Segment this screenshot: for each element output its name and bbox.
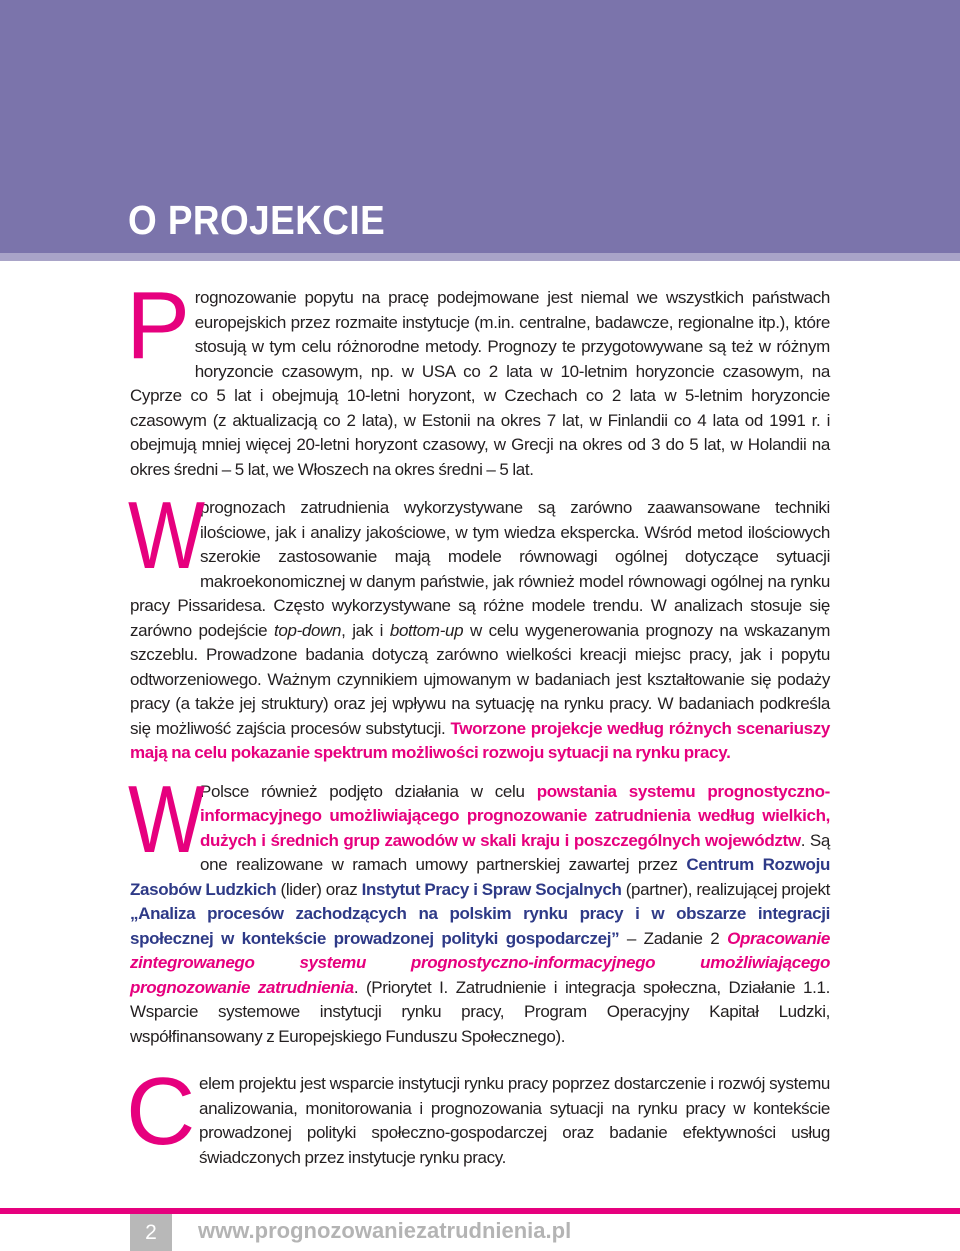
paragraph-text: (lider) oraz xyxy=(276,879,362,899)
header-divider xyxy=(0,253,960,261)
paragraph-text: rognozowanie popytu na pracę podejmowane jest niemal we wszystkich państwach europejskich przez rozmaite instytucje (m.in. centralne, badawcze, regionalne itp.), które stosują w tym celu różnorodne metody. Prognozy te przygotowywane są też w różnym horyzoncie czasowym, np. w USA co 2 lata w 10-letnim horyzoncie czasowym, na Cyprze co 5 lat i obejmują 10-letni horyzont, w Czechach co 2 lata w 5-letnim horyzoncie czasowym (z aktualizacją co 2 lata), w Estonii na okres 7 lat, w Finlandii co 4 lata od 1991 r. i obejmują mniej więcej 20-letni horyzont czasowy, w Grecji na okres od 3 do 5 lat, w Holandii na okres średni – 5 lat, we Włoszech na okres średni – 5 lat. xyxy=(130,288,830,479)
paragraph-text: elem projektu jest wsparcie instytucji rynku pracy poprzez dostarczenie i rozwój systemu analizowania, monitorowania i prognozowania sytuacji na rynku pracy w kontekście prowadzonej polityki społeczno-gospodarczej oraz badanie efektywności usług świadczonych przez instytucje rynku pracy. xyxy=(198,1074,830,1167)
paragraph-forecasting-europe xyxy=(126,272,830,482)
paragraph-text: (partner), realizującej projekt xyxy=(621,879,830,899)
drop-cap-w: W xyxy=(128,482,205,589)
paragraph-text: w celu wygenerowania prognozy na wskazanym szczeblu. Prowadzone badania dotyczą zarówno wielkości kreacji miejsc pracy, jak i popytu odtworzeniowego. Ważnym czynnikiem ujmowanym w badaniach jest kształtowanie się podaży pracy (a także jej struktury) oraz jej wpływu na sytuację na rynku pracy. W badaniach podkreśla się możliwość zajścia procesów substytucji. xyxy=(130,620,831,738)
drop-cap-w: W xyxy=(128,765,205,873)
drop-cap-p: P xyxy=(126,272,190,379)
paragraph-employment-methods xyxy=(128,482,831,766)
paragraph-text: . Są one realizowane w ramach umowy partnerskiej zawartej przez xyxy=(200,830,830,874)
task-title: Opracowanie zintegrowanego systemu prognostyczno-informacyjnego umożliwiającego prognozowanie zatrudnienia xyxy=(130,928,830,997)
highlight-system: powstania systemu prognostyczno-informacyjnego umożliwiającego prognozowanie zatrudnienia według wielkich, dużych i średnich grup zawodów w skali kraju i poszczególnych województw xyxy=(200,781,830,850)
term-top-down: top-down xyxy=(273,620,342,640)
project-title: „Analiza procesów zachodzących na polskim rynku pracy i w obszarze integracji społecznej w kontekście prowadzonej polityki gospodarczej” xyxy=(130,904,830,948)
partner-crzl: Centrum Rozwoju Zasobów Ludzkich xyxy=(130,855,830,899)
paragraph-text: , jak i xyxy=(341,620,390,640)
article-body xyxy=(126,272,831,1170)
page-number: 2 xyxy=(130,1214,172,1251)
partner-ipiss: Instytut Pracy i Spraw Socjalnych xyxy=(361,879,622,899)
page-title: O PROJEKCIE xyxy=(128,197,386,243)
footer-url[interactable]: www.prognozowaniezatrudnienia.pl xyxy=(198,1218,572,1243)
drop-cap-c: C xyxy=(126,1058,195,1165)
paragraph-text: . (Priorytet I. Zatrudnienie i integracja społeczna, Działanie 1.1. Wsparcie systemowe instytucji rynku pracy, Program Operacyjny Kapitał Ludzki, współfinansowany z Europejskiego Funduszu Społecznego). xyxy=(130,977,830,1046)
paragraph-project-goal xyxy=(126,1058,830,1170)
paragraph-text: Polsce również podjęto działania w celu xyxy=(200,781,537,801)
highlight-scenarios: Tworzone projekcje według różnych scenariuszy mają na celu pokazanie spektrum możliwości rozwoju sytuacji na rynku pracy. xyxy=(130,718,830,762)
paragraph-text: prognozach zatrudnienia wykorzystywane są zarówno zaawansowane techniki ilościowe, jak i analizy jakościowe, w tym wiedza ekspercka. Wśród metod ilościowych szerokie zastosowanie mają modele równowagi ogólnej dotyczące sytuacji makroekonomicznej w danym państwie, jak również model równowagi ogólnej na rynku pracy Pissaridesa. Często wykorzystywane są różne modele trendu. W analizach stosuje się zarówno podejście xyxy=(130,498,830,640)
paragraph-poland-project xyxy=(128,765,830,1050)
paragraph-text: – Zadanie 2 xyxy=(619,928,728,948)
term-bottom-up: bottom-up xyxy=(389,620,464,640)
